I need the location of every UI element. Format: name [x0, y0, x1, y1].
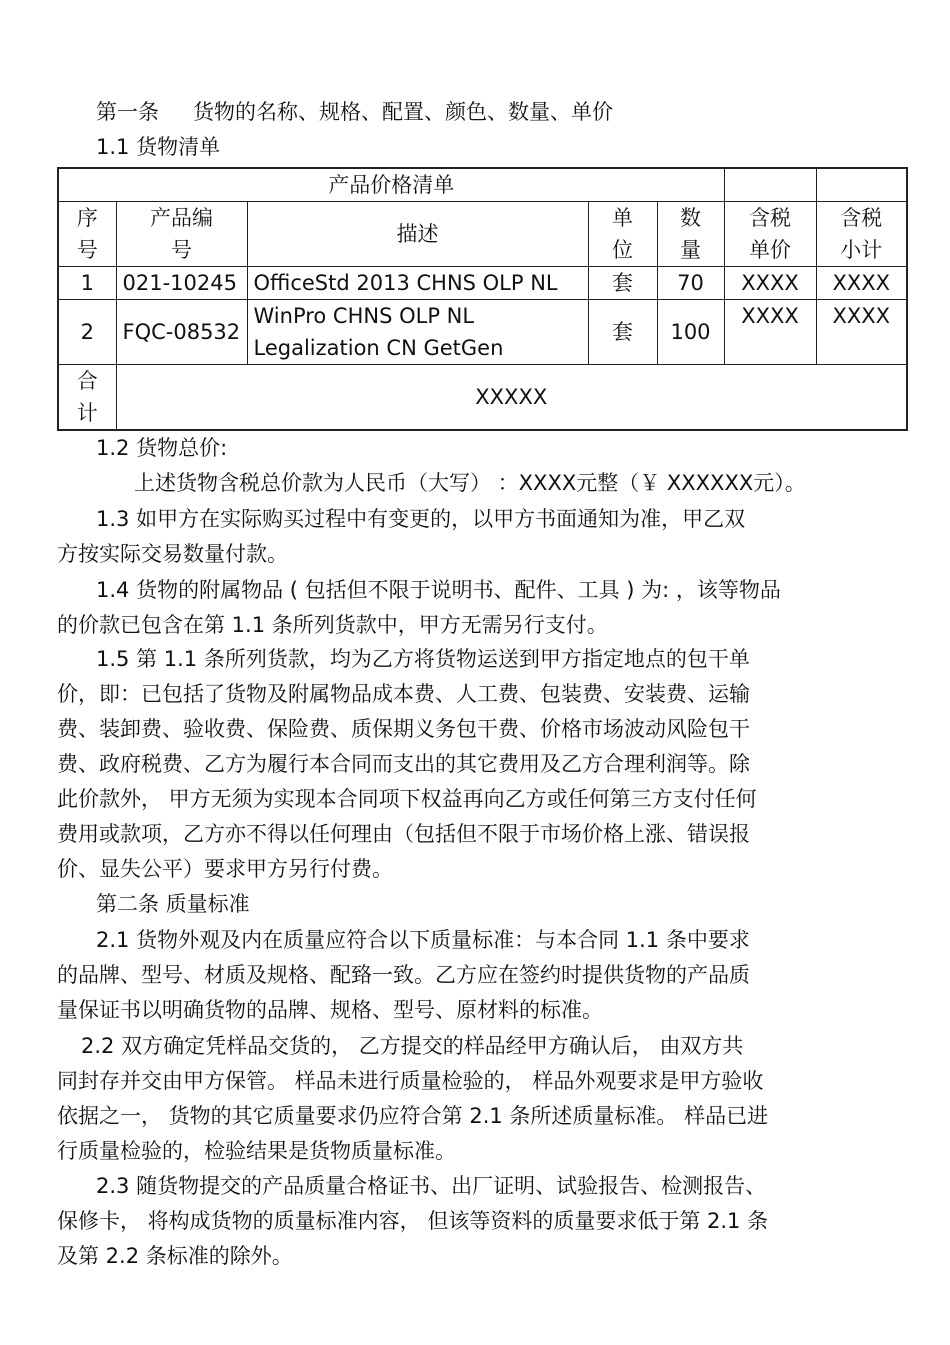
- total-price-line: 上述货物含税总价款为人民币（大写） ：XXXX元整（￥ XXXXXX元）。: [134, 471, 806, 495]
- paragraph-line: 同封存并交由甲方保管。 样品未进行质量检验的， 样品外观要求是甲方验收: [57, 1069, 764, 1093]
- paragraph-line: 及第 2.2 条标准的除外。: [57, 1244, 293, 1268]
- paragraph-line: 的品牌、型号、材质及规格、配臵一致。乙方应在签约时提供货物的产品质: [57, 963, 750, 987]
- cell-qty: 70: [657, 267, 724, 300]
- paragraph-line: 价、显失公平）要求甲方另行付费。: [57, 857, 393, 881]
- paragraph-line: 此价款外， 甲方无须为实现本合同项下权益再向乙方或任何第三方支付任何: [57, 787, 757, 811]
- table-row: [58, 300, 907, 365]
- article-title: 货物的名称、规格、配置、颜色、数量、单价: [193, 100, 613, 124]
- paragraph-line: 1.5 第 1.1 条所列货款，均为乙方将货物运送到甲方指定地点的包干单: [96, 647, 750, 671]
- cell-desc: WinPro CHNS OLP NL Legalization CN GetGen: [247, 300, 588, 365]
- cell-unit: 套: [588, 267, 657, 300]
- total-label: 合 计: [58, 365, 116, 431]
- header-price: 含税 单价: [724, 202, 816, 267]
- paragraph-line: 2.1 货物外观及内在质量应符合以下质量标准：与本合同 1.1 条中要求: [96, 928, 750, 952]
- table-header-row: [58, 202, 907, 267]
- table-total-row: [58, 365, 907, 431]
- header-seq: 序 号: [58, 202, 116, 267]
- section-1-2: 1.2 货物总价:: [96, 436, 228, 460]
- table-title-blank: [816, 168, 907, 202]
- article-1-heading: [96, 95, 613, 130]
- paragraph-line: 费、装卸费、验收费、保险费、质保期义务包干费、价格市场波动风险包干: [57, 717, 750, 741]
- cell-code: FQC-08532: [116, 300, 247, 365]
- cell-qty: 100: [657, 300, 724, 365]
- cell-unit: 套: [588, 300, 657, 365]
- paragraph-line: 依据之一， 货物的其它质量要求仍应符合第 2.1 条所述质量标准。 样品已进: [57, 1104, 769, 1128]
- paragraph-line: 2.3 随货物提交的产品质量合格证书、出厂证明、试验报告、检测报告、: [96, 1174, 767, 1198]
- paragraph-line: 量保证书以明确货物的品牌、规格、型号、原材料的标准。: [57, 998, 603, 1022]
- cell-seq: 2: [58, 300, 116, 365]
- table-title-blank: [724, 168, 816, 202]
- paragraph-line: 费、政府税费、乙方为履行本合同而支出的其它费用及乙方合理利润等。除: [57, 752, 750, 776]
- cell-seq: 1: [58, 267, 116, 300]
- header-unit: 单 位: [588, 202, 657, 267]
- cell-code: 021-10245: [116, 267, 247, 300]
- header-qty: 数 量: [657, 202, 724, 267]
- cell-subtotal: XXXX: [816, 300, 907, 365]
- paragraph-line: 2.2 双方确定凭样品交货的， 乙方提交的样品经甲方确认后， 由双方共: [81, 1034, 744, 1058]
- paragraph-line: 方按实际交易数量付款。: [57, 542, 288, 566]
- cell-desc: OfficeStd 2013 CHNS OLP NL: [247, 267, 588, 300]
- section-1-1: 1.1 货物清单: [96, 135, 221, 159]
- table-row: [58, 267, 907, 300]
- price-table: [57, 167, 908, 431]
- article-2-heading: 第二条 质量标准: [96, 892, 250, 916]
- header-code: 产品编 号: [116, 202, 247, 267]
- paragraph-line: 保修卡， 将构成货物的质量标准内容， 但该等资料的质量要求低于第 2.1 条: [57, 1209, 769, 1233]
- article-number: 第一条: [96, 100, 159, 124]
- cell-price: XXXX: [724, 267, 816, 300]
- paragraph-line: 1.3 如甲方在实际购买过程中有变更的，以甲方书面通知为准，甲乙双: [96, 507, 746, 531]
- table-title: 产品价格清单: [58, 168, 724, 202]
- paragraph-line: 价，即：已包括了货物及附属物品成本费、人工费、包装费、安装费、运输: [57, 682, 750, 706]
- paragraph-line: 的价款已包含在第 1.1 条所列货款中，甲方无需另行支付。: [57, 613, 608, 637]
- paragraph-line: 费用或款项，乙方亦不得以任何理由（包括但不限于市场价格上涨、错误报: [57, 822, 750, 846]
- total-value: XXXXX: [116, 365, 907, 431]
- header-subtotal: 含税 小计: [816, 202, 907, 267]
- paragraph-line: 1.4 货物的附属物品 ( 包括但不限于说明书、配件、工具 ) 为: ，该等物品: [96, 578, 781, 602]
- cell-price: XXXX: [724, 300, 816, 365]
- paragraph-line: 行质量检验的，检验结果是货物质量标准。: [57, 1139, 456, 1163]
- header-desc: 描述: [247, 202, 588, 267]
- cell-subtotal: XXXX: [816, 267, 907, 300]
